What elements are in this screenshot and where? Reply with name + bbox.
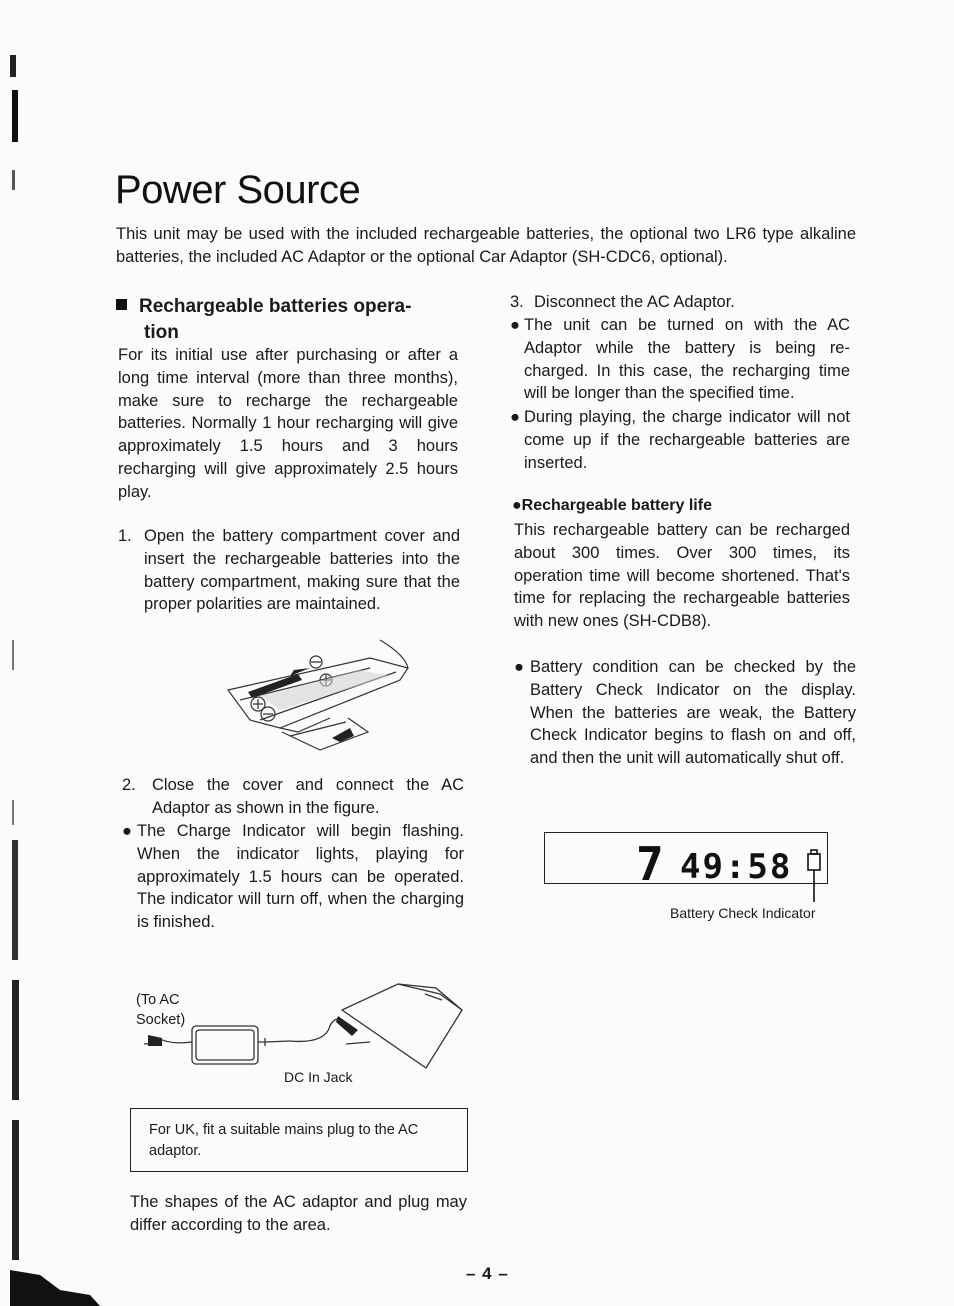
recharge-bullet-2 [510, 406, 850, 474]
bullet-dot: ● [510, 408, 520, 426]
ac-socket-label-line1: (To AC [136, 992, 180, 1008]
battery-life-heading: ●Rechargeable battery life [512, 497, 712, 514]
lcd-readout [544, 832, 834, 912]
step-2-number: 2. [122, 776, 136, 794]
recharge-intro-paragraph: For its initial use after purchasing or after a long time interval (more than three months), make sure to recharge the rechargeable batteries. Normally 1 hour recharging will give approximately 1.5 hours and 3 hours recharging will give approximately 2.5 hours play. [118, 346, 458, 501]
recharge-bullet-1 [510, 314, 850, 405]
recharge-bullet-2-text: During playing, the charge indicator will not come up if the rechargeable batteries are inserted. [524, 408, 850, 472]
step-3-text: Disconnect the AC Adaptor. [534, 293, 735, 311]
battery-check-icon [808, 850, 820, 902]
ac-adaptor-illustration [140, 980, 475, 1075]
section-heading [116, 294, 461, 346]
step-3-number: 3. [510, 293, 524, 311]
step-1-number: 1. [118, 527, 132, 545]
intro-paragraph: This unit may be used with the included rechargeable batteries, the optional two LR6 type alkaline batteries, the included AC Adaptor or the optional Car Adaptor (SH-CDC6, optional). [116, 225, 856, 266]
section-heading-line2: tion [144, 322, 179, 343]
step-3 [510, 291, 850, 314]
page-number: – 4 – [466, 1264, 509, 1283]
step-1 [118, 525, 460, 616]
battery-check-indicator-label: Battery Check Indicator [670, 905, 816, 921]
page-title: Power Source [115, 168, 361, 212]
step-1-text: Open the battery compartment cover and insert the rechargeable batteries into the battery compartment, making sure that the proper polarities are maintained. [144, 527, 460, 614]
dc-in-jack-label: DC In Jack [284, 1069, 353, 1085]
battery-check-bullet [514, 656, 856, 770]
recharge-bullet-1-text: The unit can be turned on with the AC Adaptor while the battery is being recharged. In this case, the recharging time will be longer than the specified time. [524, 316, 850, 403]
square-bullet-icon [116, 299, 127, 310]
charge-indicator-text: The Charge Indicator will begin flashing. When the indicator lights, playing for approximately 1.5 hours can be operated. The indicator will turn off, when the charging is finished. [137, 822, 464, 932]
bullet-dot: ● [122, 822, 132, 840]
section-heading-line1: Rechargeable batteries opera- [139, 296, 412, 317]
lcd-track-number: 7 [636, 837, 664, 891]
battery-check-text: Battery condition can be checked by the Battery Check Indicator on the display. When the batteries are weak, the Battery Check Indicator begins to flash on and off, and then the unit will automatically shut off. [530, 658, 856, 768]
step-2-text: Close the cover and connect the AC Adaptor as shown in the figure. [152, 776, 464, 817]
bullet-dot: ● [510, 316, 520, 334]
battery-life-paragraph: This rechargeable battery can be recharged about 300 times. Over 300 times, its operation time will become shortened. That's time for replacing the rechargeable batteries with new ones (SH-CDB8). [514, 521, 850, 631]
lcd-time: 49:58 [680, 847, 793, 887]
uk-note-box [130, 1108, 468, 1172]
step-2 [122, 774, 464, 820]
ac-socket-label-line2: Socket) [136, 1012, 186, 1028]
binding-marks [0, 0, 40, 1306]
battery-compartment-illustration [220, 640, 410, 755]
uk-note-text: For UK, fit a suitable mains plug to the AC adaptor. [149, 1122, 419, 1159]
adaptor-shape-note: The shapes of the AC adaptor and plug may differ according to the area. [130, 1193, 467, 1234]
bullet-dot: ● [514, 658, 524, 676]
charge-indicator-bullet [122, 820, 464, 934]
